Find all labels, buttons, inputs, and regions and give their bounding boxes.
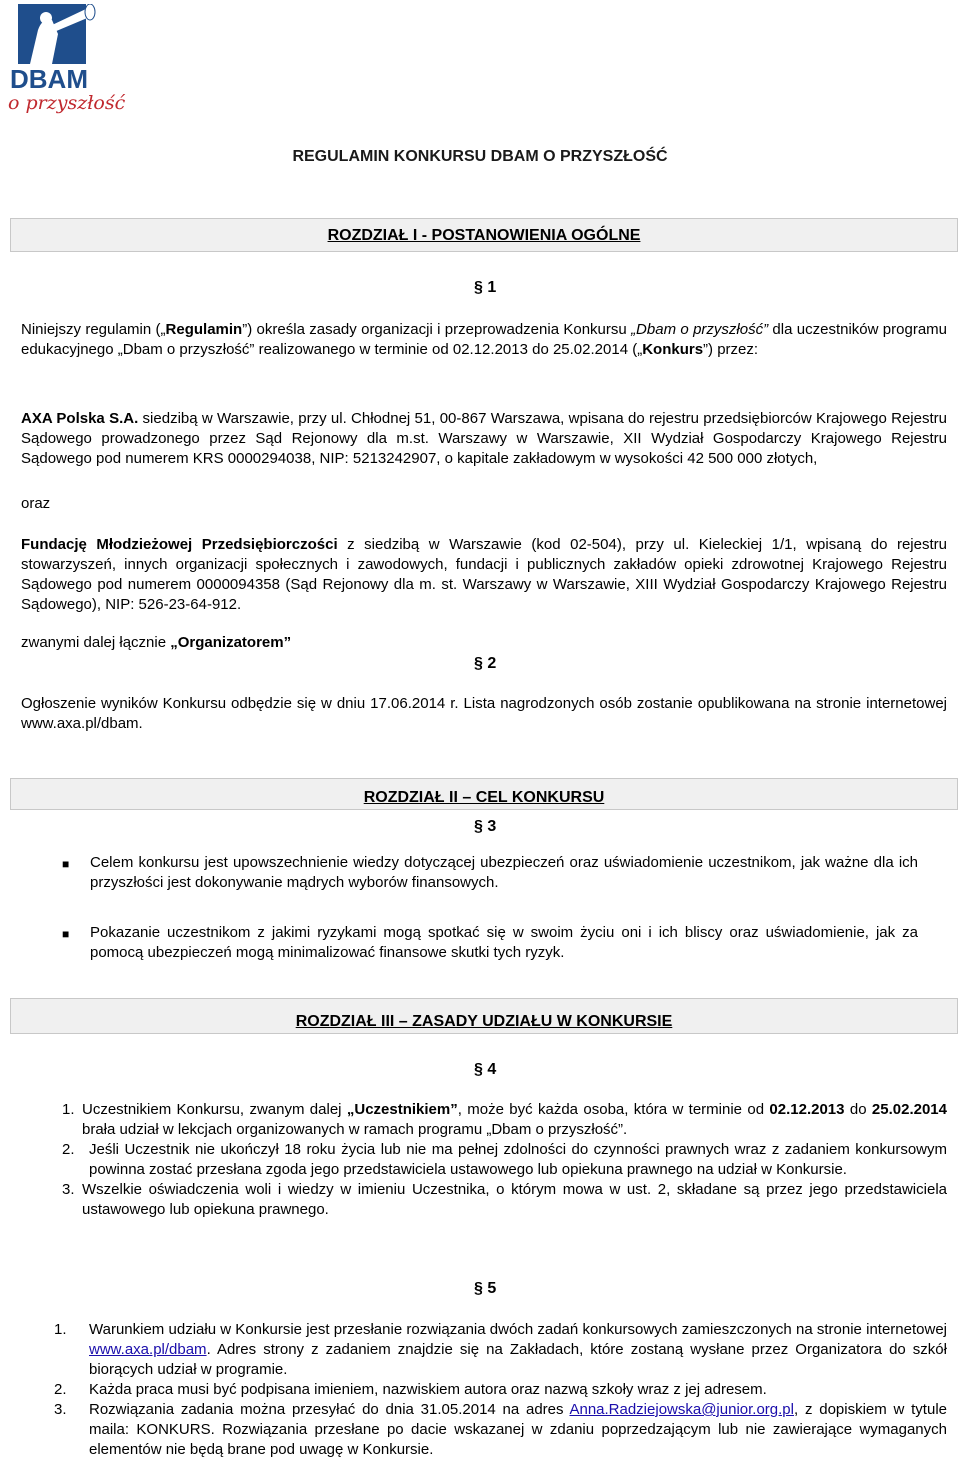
- list-item: ■ Celem konkursu jest upowszechnienie wiedzy dotyczącej ubezpieczeń oraz uświadomienie uczestnikom, jak ważne dla ich przyszłości jest dokonywanie mądrych wyborów finansowych.: [62, 854, 918, 891]
- section-3-label: § 3: [474, 818, 497, 835]
- list-item: 3. Wszelkie oświadczenia woli i wiedzy w imieniu Uczestnika, o którym mowa w ust. 2, składane są przez jego przedstawiciela ustawowego lub opiekuna prawnego.: [62, 1181, 947, 1218]
- list-item: 3. Rozwiązania zadania można przesyłać do dnia 31.05.2014 na adres Anna.Radziejowska@junior.org.pl, z dopiskiem w tytule maila: KONKURS. Rozwiązania przesłane po dacie wskazanej w zdaniu poprzedzającym lub nie zawierające wymaganych elementów nie będą brane pod uwagę w Konkursie.: [54, 1401, 947, 1458]
- list-item: 2. Jeśli Uczestnik nie ukończył 18 roku życia lub nie ma pełnej zdolności do czynności prawnych wraz z zadaniem konkursowym powinna zostać przesłana zgoda jego przedstawiciela ustawowego lub opiekuna prawnego na udział w Konkursie.: [62, 1141, 947, 1178]
- section-1-label: § 1: [474, 279, 497, 296]
- list-item: 1. Warunkiem udziału w Konkursie jest przesłanie rozwiązania dwóch zadań konkursowych zamieszczonych na stronie internetowej www.axa.pl/dbam. Adres strony z zadaniem znajdzie się na Zakładach, które zostaną wysłane przez Organizatora do szkół biorących udział w programie.: [54, 1321, 947, 1378]
- axa-dbam-link[interactable]: www.axa.pl/dbam: [89, 1341, 207, 1358]
- document-title: REGULAMIN KONKURSU DBAM O PRZYSZŁOŚĆ: [292, 148, 668, 165]
- list-item: 1. Uczestnikiem Konkursu, zwanym dalej „Uczestnikiem”, może być każda osoba, która w terminie od 02.12.2013 do 25.02.2014 brała udział w lekcjach organizowanych w ramach programu „Dbam o przyszłość”.: [62, 1101, 947, 1138]
- paragraph-1: Niniejszy regulamin („Regulamin”) określa zasady organizacji i przeprowadzenia Konkursu „Dbam o przyszłość” dla uczestników programu edukacyjnego „Dbam o przyszłość” realizowanego w terminie od 02.12.2013 do 25.02.2014 („Konkurs”) przez:: [21, 321, 948, 358]
- square-bullet-icon: ■: [62, 857, 70, 871]
- chapter-2-heading: ROZDZIAŁ II – CEL KONKURSU: [10, 778, 958, 810]
- email-link[interactable]: Anna.Radziejowska@junior.org.pl: [569, 1401, 794, 1418]
- goals-list: [62, 853, 918, 963]
- square-bullet-icon: ■: [62, 927, 70, 941]
- rules-list-4: [62, 1100, 947, 1220]
- paragraph-fundacja: Fundację Młodzieżowej Przedsiębiorczości z siedzibą w Warszawie (kod 02-504), przy ul. Kieleckiej 1/1, wpisaną do rejestru stowarzyszeń, innych organizacji społecznych i zawodowych, fundacji i publicznych zakładów opieki zdrowotnej Krajowego Rejestru Sądowego pod numerem 0000094358 (Sąd Rejonowy dla m. st. Warszawy w Warszawie, XIII Wydział Gospodarczy Krajowego Rejestru Sądowego), NIP: 526-23-64-912.: [21, 536, 947, 613]
- oraz-text: oraz: [21, 495, 51, 512]
- rules-list-5: [54, 1320, 947, 1460]
- logo-text-dbam: DBAM: [10, 64, 88, 94]
- paragraph-organizator: zwanymi dalej łącznie „Organizatorem”: [21, 634, 292, 651]
- chapter-1-heading: ROZDZIAŁ I - POSTANOWIENIA OGÓLNE: [10, 218, 958, 252]
- section-2-label: § 2: [474, 655, 497, 672]
- paragraph-axa: AXA Polska S.A. siedzibą w Warszawie, przy ul. Chłodnej 51, 00-867 Warszawa, wpisana do rejestru przedsiębiorców Krajowego Rejestru Sądowego prowadzonego przez Sąd Rejonowy dla m.st. Warszawy w Warszawie, XII Wydział Gospodarczy Krajowego Rejestru Sądowego pod numerem KRS 0000294038, NIP: 5213242907, o kapitale zakładowym w wysokości 42 500 000 złotych,: [21, 410, 947, 467]
- section-4-label: § 4: [474, 1061, 497, 1078]
- section-5-label: § 5: [474, 1280, 497, 1297]
- logo-text-przyszlosc: o przyszłość: [8, 92, 126, 114]
- chapter-3-heading: ROZDZIAŁ III – ZASADY UDZIAŁU W KONKURSIE: [10, 998, 958, 1034]
- paragraph-results: Ogłoszenie wyników Konkursu odbędzie się w dniu 17.06.2014 r. Lista nagrodzonych osób zostanie opublikowana na stronie internetowej www.axa.pl/dbam.: [21, 695, 947, 732]
- list-item: 2. Każda praca musi być podpisana imieniem, nazwiskiem autora oraz nazwą szkoły wraz z jej adresem.: [54, 1381, 767, 1398]
- dbam-logo: [8, 4, 126, 122]
- list-item: ■ Pokazanie uczestnikom z jakimi ryzykami mogą spotkać się w swoim życiu oni i ich bliscy oraz uświadomienie, jak za pomocą ubezpieczeń mogą minimalizować finansowe skutki tych ryzyk.: [62, 924, 918, 961]
